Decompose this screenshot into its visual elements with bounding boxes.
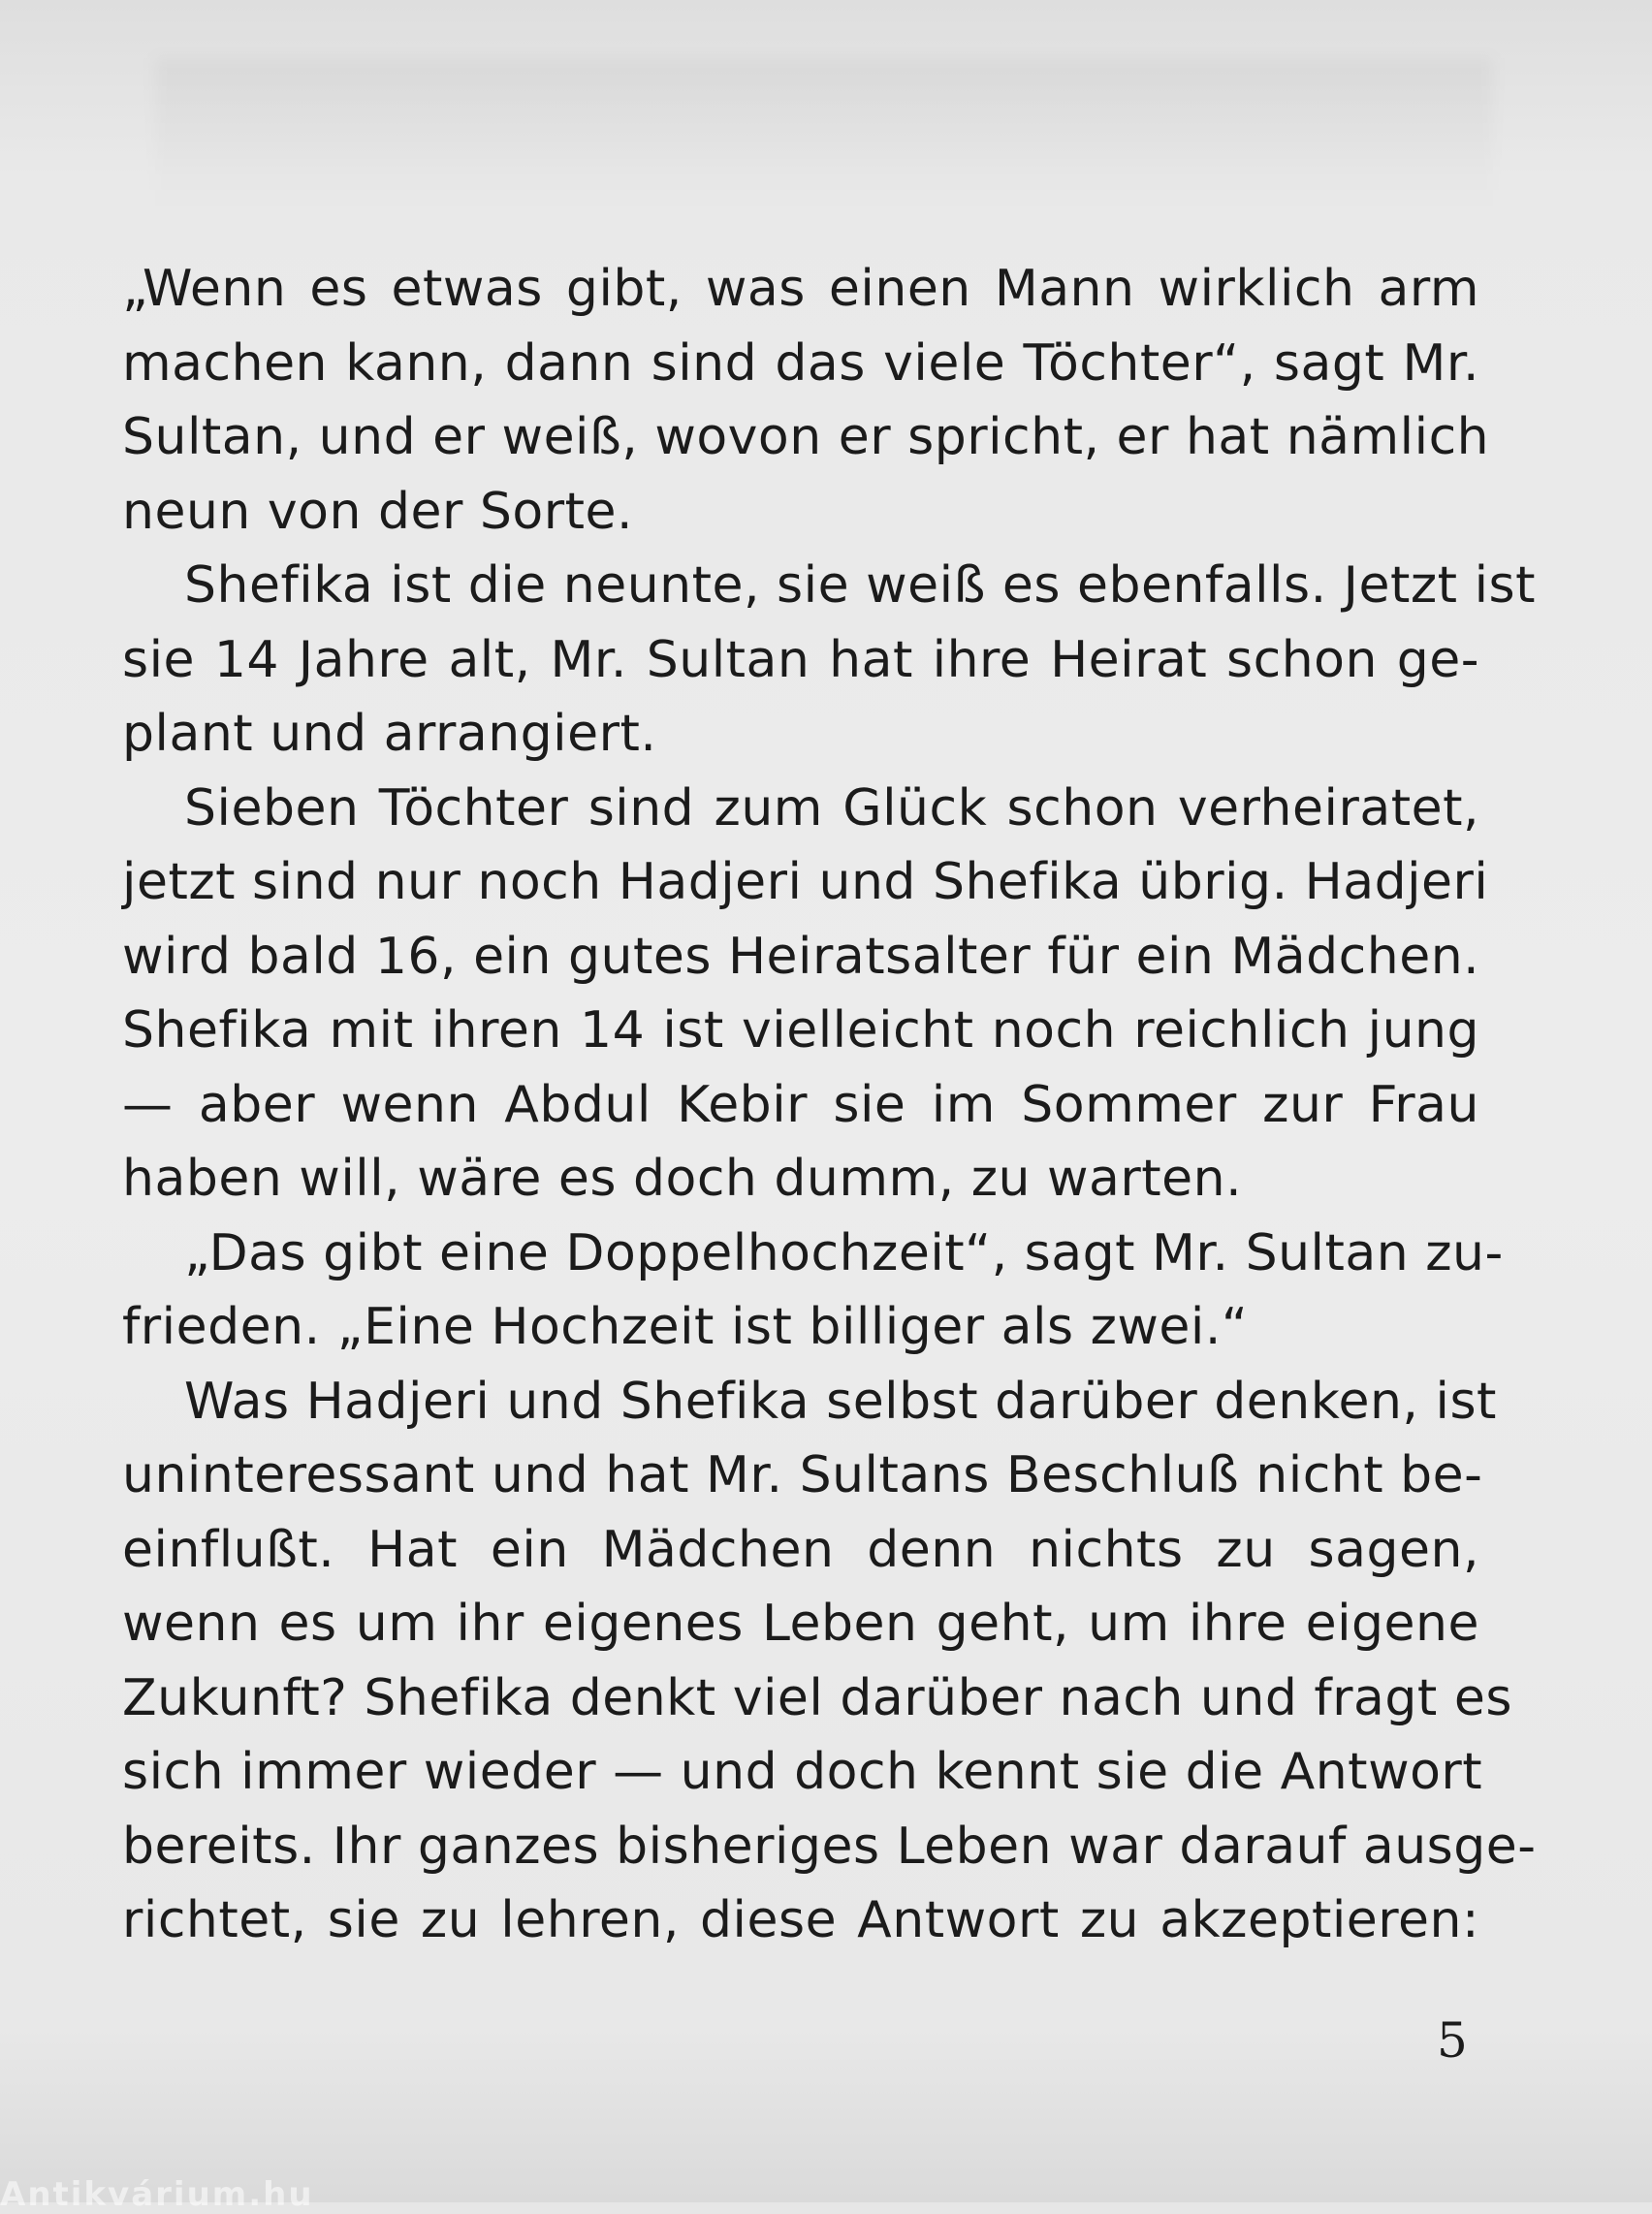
text-line: frieden. „Eine Hochzeit ist billiger als zwei.“ — [122, 1298, 1249, 1356]
show-through-text — [155, 58, 1493, 213]
text-line: neun von der Sorte. — [122, 482, 633, 541]
text-line: Sultan, und er weiß, wovon er spricht, er hat nämlich — [122, 408, 1490, 466]
text-line: einflußt. Hat ein Mädchen denn nichts zu sagen, — [122, 1520, 1479, 1579]
text-line: uninteressant und hat Mr. Sultans Beschluß nicht be- — [122, 1446, 1483, 1504]
text-line: sich immer wieder — und doch kennt sie die Antwort — [122, 1743, 1483, 1801]
text-line: Shefika ist die neunte, sie weiß es ebenfalls. Jetzt ist — [184, 556, 1536, 615]
watermark: Antikvárium.hu — [0, 2175, 314, 2214]
text-line: bereits. Ihr ganzes bisheriges Leben war darauf ausge- — [122, 1817, 1537, 1876]
text-line: plant und arrangiert. — [122, 705, 657, 763]
text-line: wird bald 16, ein gutes Heiratsalter für ein Mädchen. — [122, 927, 1480, 986]
text-line: richtet, sie zu lehren, diese Antwort zu akzeptieren: — [122, 1891, 1479, 1949]
text-line: „Das gibt eine Doppelhochzeit“, sagt Mr. Sultan zu- — [184, 1223, 1504, 1282]
page-number: 5 — [1437, 2012, 1468, 2069]
text-line: Zukunft? Shefika denkt viel darüber nach und fragt es — [122, 1668, 1512, 1727]
text-line: jetzt sind nur noch Hadjeri und Shefika übrig. Hadjeri — [122, 853, 1489, 911]
text-line: machen kann, dann sind das viele Töchter“, sagt Mr. — [122, 333, 1479, 393]
text-line: Shefika mit ihren 14 ist vielleicht noch reichlich jung — [122, 1001, 1479, 1060]
text-line: haben will, wäre es doch dumm, zu warten. — [122, 1150, 1243, 1208]
body-text — [122, 252, 1537, 1958]
text-line: — aber wenn Abdul Kebir sie im Sommer zur Frau — [122, 1075, 1479, 1134]
text-line: „Wenn es etwas gibt, was einen Mann wirklich arm — [122, 260, 1479, 318]
text-line: Sieben Töchter sind zum Glück schon verheiratet, — [184, 778, 1479, 838]
text-line: sie 14 Jahre alt, Mr. Sultan hat ihre Heirat schon ge- — [122, 630, 1479, 689]
text-line: wenn es um ihr eigenes Leben geht, um ihre eigene — [122, 1595, 1479, 1653]
text-line: Was Hadjeri und Shefika selbst darüber denken, ist — [184, 1372, 1497, 1431]
